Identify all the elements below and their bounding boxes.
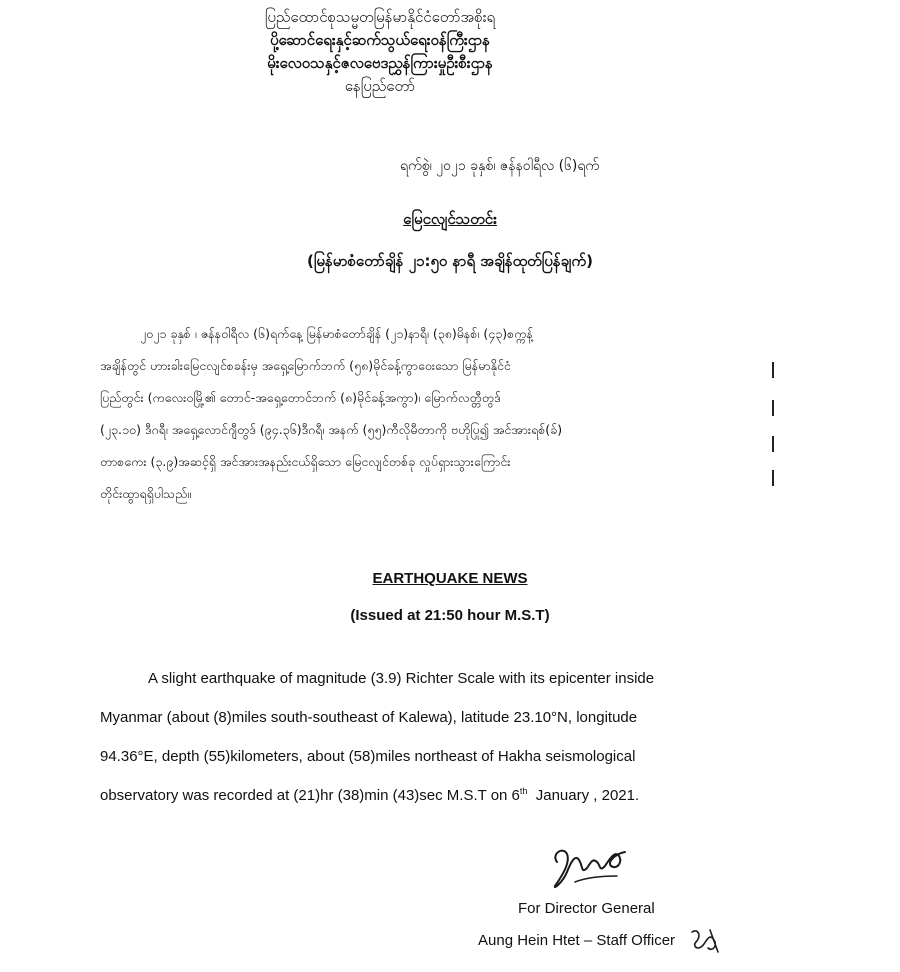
english-body-line-last [100, 785, 760, 824]
myanmar-body-line: ပြည်တွင်း (ကလေးဝမြို့၏ တောင်-အရှေ့တောင်ဘက် (၈)မိုင်ခန့်အကွာ)၊ မြောက်လတ္တီတွဒ် [100, 390, 501, 405]
myanmar-body-line: အချိန်တွင် ဟားခါးမြေငလျင်စခန်းမှ အရှေ့မြောက်ဘက် (၅၈)မိုင်ခန့်ကွာဝေးသော မြန်မာနိုင်ငံ [100, 358, 511, 373]
myanmar-body [100, 318, 772, 510]
letterhead-government: ပြည်ထောင်စုသမ္မတမြန်မာနိုင်ငံတော်အစိုးရ [264, 8, 496, 26]
english-body-line: A slight earthquake of magnitude (3.9) Richter Scale with its epicenter inside [148, 670, 655, 687]
signoff-name: Aung Hein Htet – Staff Officer [478, 932, 676, 949]
signature-graphic [545, 832, 635, 892]
myanmar-body-line: (၂၃.၁၀) ဒီဂရီ၊ အရှေ့လောင်ဂျီတွဒ် (၉၄.၃၆)ဒီဂရီ၊ အနက် (၅၅)ကီလိုမီတာကို ဗဟိုပြု၍ အင်အားရစ်(ခ်) [100, 422, 563, 437]
letterhead [0, 6, 760, 98]
myanmar-subtitle: (မြန်မာစံတော်ချိန် ၂၁:၅၀ နာရီ အချိန်ထုတ်ပြန်ချက်) [307, 252, 593, 270]
letterhead-ministry: ပို့ဆောင်ရေးနှင့်ဆက်သွယ်ရေးဝန်ကြီးဌာန [270, 31, 490, 49]
english-last-line-text: observatory was recorded at (21)hr (38)min (43)sec M.S.T on 6 [100, 787, 520, 804]
letterhead-city: နေပြည်တော် [344, 77, 416, 95]
myanmar-body-line: တိုင်းထွာရရှိပါသည်။ [100, 486, 192, 501]
myanmar-body-line: ၂၀၂၁ ခုနှစ် ၊ ဇန်နဝါရီလ (၆)ရက်နေ့ မြန်မာစံတော်ချိန် (၂၁)နာရီ၊ (၃၈)မိနစ်၊ (၄၃)စက္ကန့် [140, 326, 533, 341]
english-last-line-date: January , 2021. [527, 787, 640, 804]
letterhead-department: မိုးလေဝသနှင့်ဇလဗေဒညွှန်ကြားမှုဦးစီးဌာန [267, 54, 493, 72]
myanmar-date: ရက်စွဲ၊ ၂၀၂၁ ခုနှစ်၊ ဇန်နဝါရီလ (၆)ရက် [400, 158, 600, 174]
scan-margin-mark [772, 362, 774, 378]
ordinal-suffix: th [519, 786, 528, 796]
signoff-for-director: For Director General [518, 900, 655, 917]
initials-graphic [688, 926, 724, 956]
scan-margin-mark [772, 436, 774, 452]
scan-margin-mark [772, 400, 774, 416]
english-title: EARTHQUAKE NEWS [372, 570, 528, 587]
english-body-line: 94.36°E, depth (55)kilometers, about (58)miles northeast of Hakha seismological [100, 748, 636, 765]
english-subtitle: (Issued at 21:50 hour M.S.T) [350, 607, 550, 624]
scan-margin-mark [772, 470, 774, 486]
english-body-line: Myanmar (about (8)miles south-southeast of Kalewa), latitude 23.10°N, longitude [100, 709, 638, 726]
english-body [100, 668, 760, 824]
myanmar-title: မြေငလျင်သတင်း [403, 210, 497, 228]
myanmar-body-line: တာစကေး (၃.၉)အဆင့်ရှိ အင်အားအနည်းငယ်ရှိသော မြေငလျင်တစ်ခု လှုပ်ရှားသွားကြောင်း [100, 454, 511, 469]
